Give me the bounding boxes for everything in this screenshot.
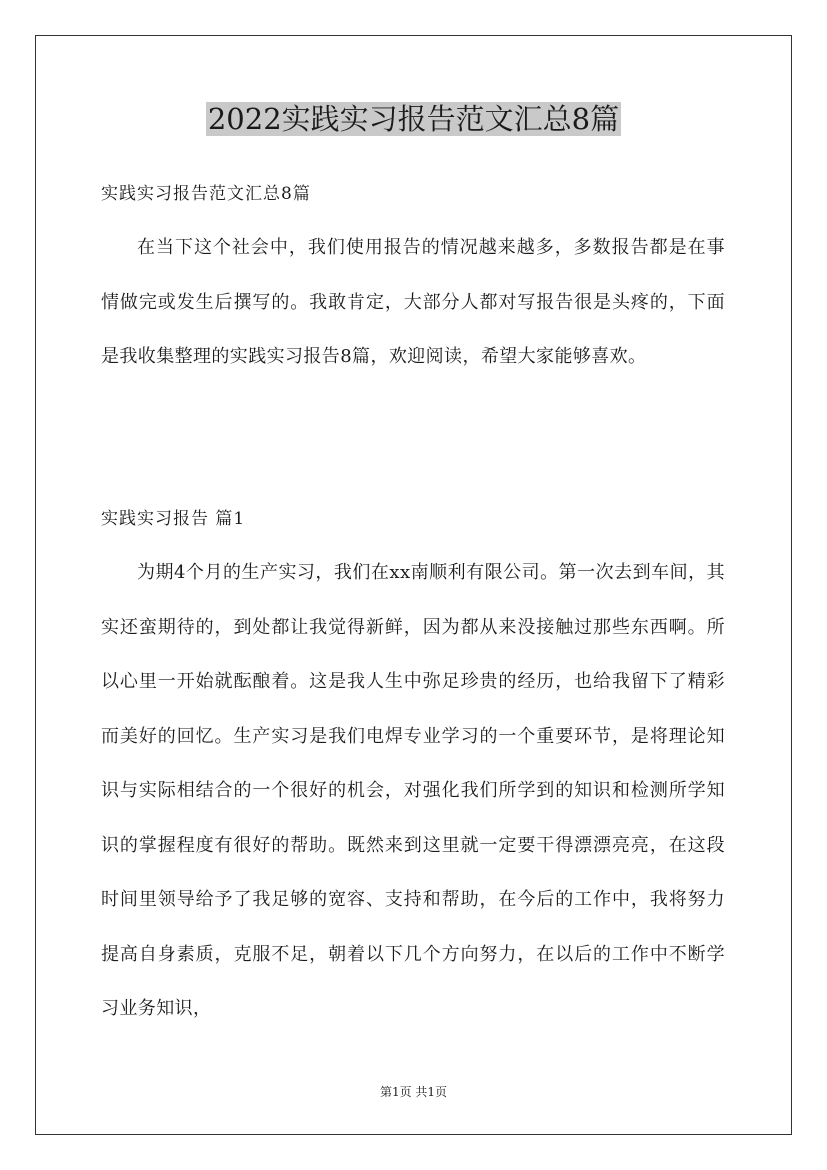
- document-title-text: 2022实践实习报告范文汇总8篇: [207, 102, 620, 136]
- page-footer: 第1页 共1页: [379, 1085, 448, 1099]
- section-paragraph: 为期4个月的生产实习，我们在xx南顺利有限公司。第一次去到车间，其实还蛮期待的，到处都让我觉得新鲜，因为都从来没接触过那些东西啊。所以心里一开始就酝酿着。这是我人生中弥足珍贵的经历，也给我留下了精彩而美好的回忆。生产实习是我们电焊专业学习的一个重要环节，是将理论知识与实际相结合的一个很好的机会，对强化我们所学到的知识和检测所学知识的掌握程度有很好的帮助。既然来到这里就一定要干得漂漂亮亮，在这段时间里领导给予了我足够的宽容、支持和帮助，在今后的工作中，我将努力提高自身素质，克服不足，朝着以下几个方向努力，在以后的工作中不断学习业务知识，: [101, 562, 725, 1019]
- intro-paragraph: 在当下这个社会中，我们使用报告的情况越来越多，多数报告都是在事情做完或发生后撰写的。我敢肯定，大部分人都对写报告很是头疼的，下面是我收集整理的实践实习报告8篇，欢迎阅读，希望大家能够喜欢。: [101, 237, 725, 367]
- document-title: [0, 98, 827, 140]
- section-heading: 实践实习报告 篇1: [101, 509, 246, 529]
- document-subtitle: 实践实习报告范文汇总8篇: [101, 184, 311, 204]
